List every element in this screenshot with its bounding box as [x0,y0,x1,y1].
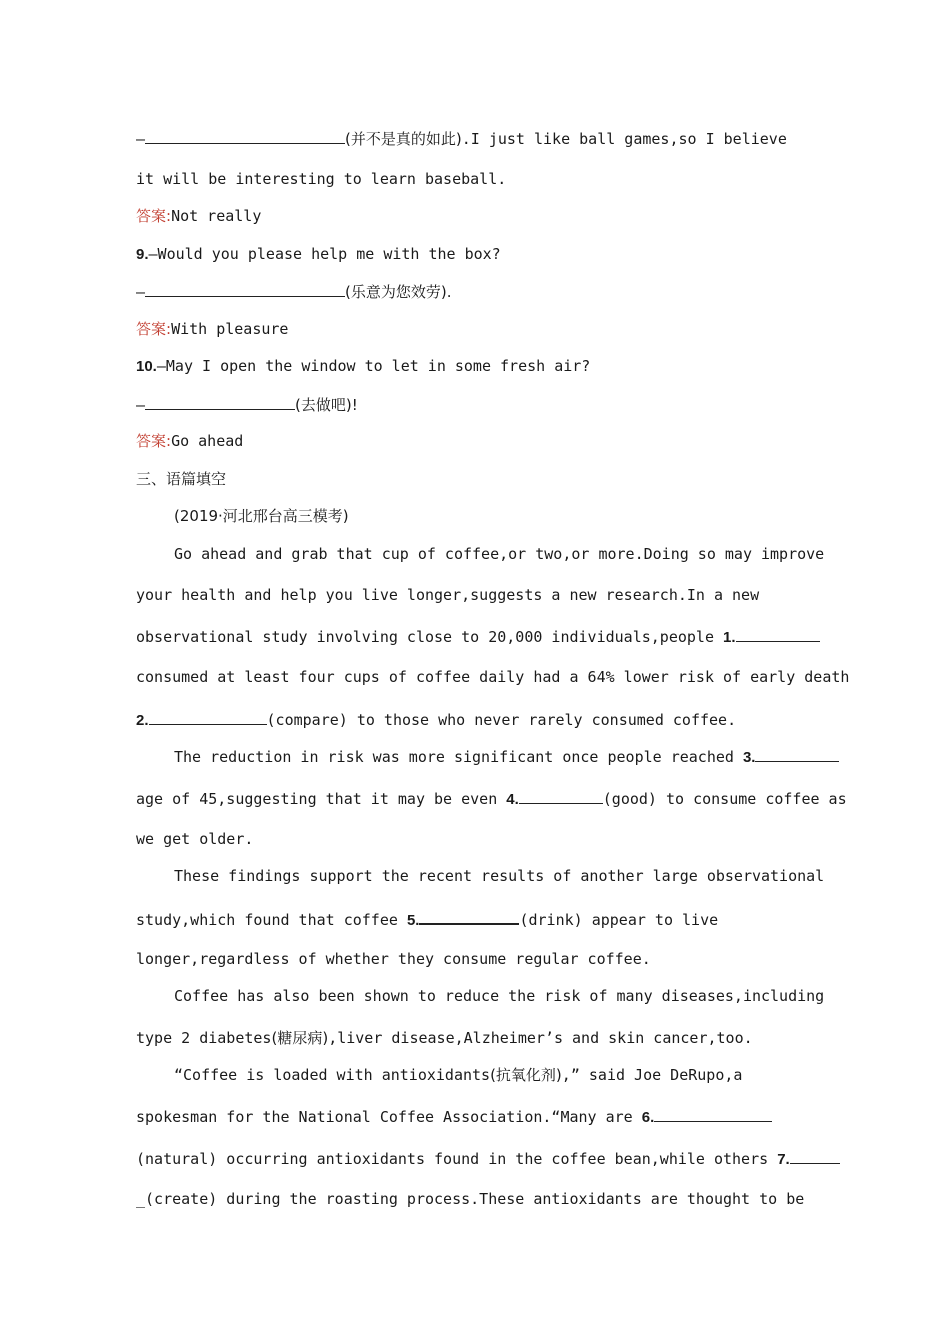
passage-line: study,which found that coffee 5. (drink) appear to live [136,908,718,931]
passage-line: longer,regardless of whether they consume regular coffee. [136,950,651,968]
blank-4[interactable] [519,788,603,804]
passage-line: (natural) occurring antioxidants found in the coffee bean,while others 7. [136,1148,840,1170]
passage-line: Go ahead and grab that cup of coffee,or two,or more.Doing so may improve [174,545,825,563]
answer-label: 答案: [136,207,172,225]
passage-line: spokesman for the National Coffee Association.“Many are 6. [136,1106,772,1128]
blank-3[interactable] [755,746,839,762]
passage-line: type 2 diabetes(糖尿病),liver disease,Alzheimer’s and skin cancer,too. [136,1029,753,1047]
passage-line: _(create) during the roasting process.These antioxidants are thought to be [136,1190,805,1208]
passage-line: The reduction in risk was more significant once people reached 3. [174,746,839,768]
passage-line: These findings support the recent results of another large observational [174,867,825,885]
passage-line: “Coffee is loaded with antioxidants(抗氧化剂),” said Joe DeRupo,a [174,1066,743,1084]
blank-number: 2. [136,712,149,729]
q10-answer: 答案:Go ahead [136,432,244,450]
blank-7[interactable] [790,1148,840,1164]
blank-number: 7. [777,1151,790,1168]
passage-line: your health and help you live longer,suggests a new research.In a new [136,586,760,604]
q9-question: 9.—Would you please help me with the box? [136,245,501,263]
q10-answer-line: — (去做吧)! [136,396,358,414]
q8-answer-line: — (并不是真的如此).I just like ball games,so I believe [136,130,787,148]
passage-line: we get older. [136,830,254,848]
q9-answer: 答案:With pleasure [136,320,289,338]
answer-label: 答案: [136,432,172,450]
answer-blank[interactable] [145,128,345,144]
q9-answer-line: — (乐意为您效劳). [136,283,452,301]
blank-number: 5. [406,912,420,929]
blank-number: 6. [641,1109,655,1126]
q10-question: 10.—May I open the window to let in some fresh air? [136,357,591,375]
blank-5[interactable] [419,908,519,925]
blank-2[interactable] [149,709,267,725]
passage-line: 2. (compare) to those who never rarely consumed coffee. [136,711,737,729]
passage-line: age of 45,suggesting that it may be even 4. (good) to consume coffee as [136,790,847,808]
blank-number: 3. [742,749,756,766]
answer-label: 答案: [136,320,172,338]
answer-blank[interactable] [145,281,345,297]
passage-line: Coffee has also been shown to reduce the risk of many diseases,including [174,987,825,1005]
blank-1[interactable] [736,626,820,642]
blank-number: 1. [723,629,736,646]
blank-6[interactable] [654,1106,772,1122]
passage-line: observational study involving close to 20,000 individuals,people 1. [136,626,820,648]
section-source: (2019·河北邢台高三模考) [174,507,349,525]
q8-line2: it will be interesting to learn baseball. [136,170,507,188]
passage-line: consumed at least four cups of coffee daily had a 64% lower risk of early death [136,668,850,686]
answer-blank[interactable] [145,394,295,410]
blank-number: 4. [506,791,519,808]
q8-answer: 答案:Not really [136,207,262,225]
section-title: 三、语篇填空 [136,470,227,488]
